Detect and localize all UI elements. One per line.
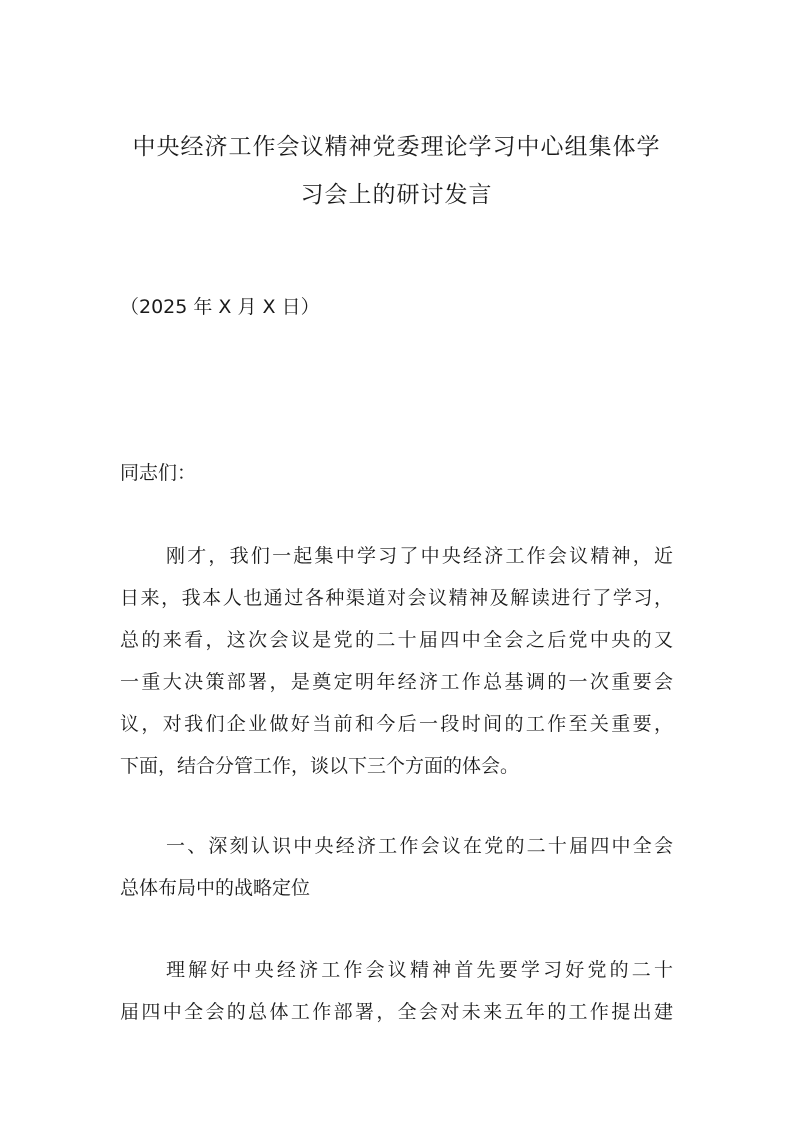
paragraph-1-line: 刚才，我们一起集中学习了中央经济工作会议精神，近 (166, 545, 673, 567)
paragraph-1-line: 下面，结合分管工作，谈以下三个方面的体会。 (120, 755, 520, 777)
document-title-line-2: 习会上的研讨发言 (300, 182, 493, 208)
paragraph-1-line: 总的来看，这次会议是党的二十届四中全会之后党中央的又 (120, 629, 673, 651)
paragraph-1-line: 日来，我本人也通过各种渠道对会议精神及解读进行了学习， (120, 587, 673, 609)
section-heading-line: 一、深刻认识中央经济工作会议在党的二十届四中全会 (166, 835, 673, 857)
section-heading-line: 总体布局中的战略定位 (120, 877, 311, 899)
paragraph-1-line: 议，对我们企业做好当前和今后一段时间的工作至关重要， (120, 713, 673, 735)
paragraph-2-line: 届四中全会的总体工作部署，全会对未来五年的工作提出建 (120, 1001, 673, 1023)
paragraph-2-line: 理解好中央经济工作会议精神首先要学习好党的二十 (166, 959, 673, 981)
document-date: （2025 年 X 月 X 日） (120, 296, 320, 318)
paragraph-1-line: 一重大决策部署，是奠定明年经济工作总基调的一次重要会 (120, 671, 673, 693)
greeting: 同志们： (120, 462, 197, 484)
document-title-line-1: 中央经济工作会议精神党委理论学习中心组集体学 (132, 134, 661, 160)
